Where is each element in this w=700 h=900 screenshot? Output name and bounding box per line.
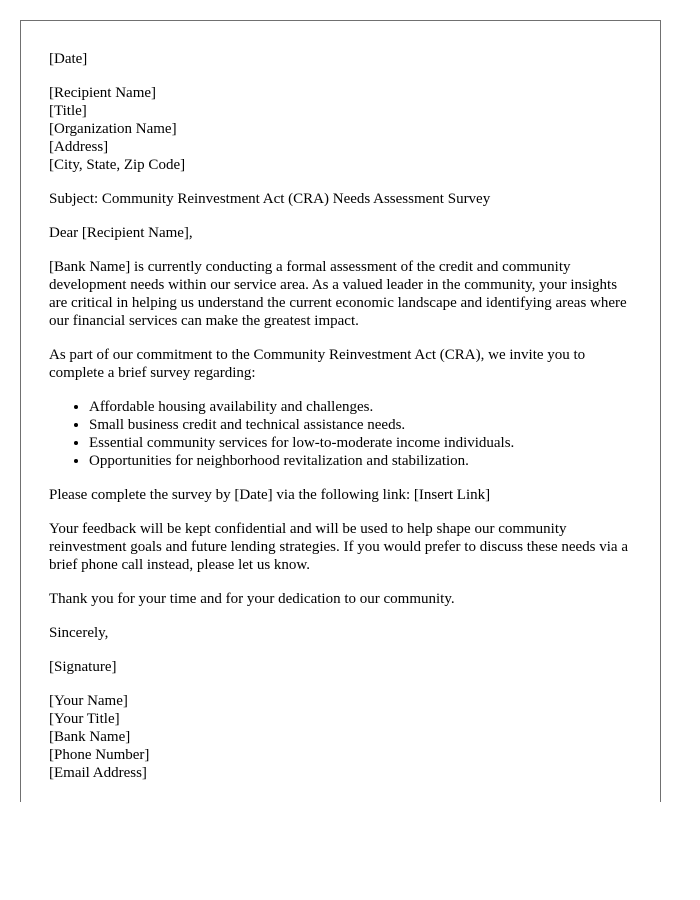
recipient-address: [Address] xyxy=(49,139,109,155)
sender-phone: [Phone Number] xyxy=(49,747,150,763)
signature: [Signature] xyxy=(49,659,117,675)
letter-date: [Date] xyxy=(49,51,88,67)
recipient-organization: [Organization Name] xyxy=(49,121,177,137)
list-item: • Affordable housing availability and challenges. xyxy=(89,398,632,416)
sender-block xyxy=(49,692,632,782)
list-item: • Essential community services for low-to-moderate income individuals. xyxy=(89,434,632,452)
list-item: • Opportunities for neighborhood revitalization and stabilization. xyxy=(89,452,632,470)
subject-line: Subject: Community Reinvestment Act (CRA) Needs Assessment Survey xyxy=(49,191,491,207)
sender-bank: [Bank Name] xyxy=(49,729,131,745)
sender-title: [Your Title] xyxy=(49,711,120,727)
confidential-paragraph: Your feedback will be kept confidential and will be used to help shape our community reinvestment goals and future lending strategies. If you would prefer to discuss these needs via a brief phone call instead, please let us know. xyxy=(49,521,629,573)
letter-page xyxy=(20,20,661,802)
deadline-paragraph: Please complete the survey by [Date] via the following link: [Insert Link] xyxy=(49,487,491,503)
salutation: Dear [Recipient Name], xyxy=(49,225,193,241)
list-item: • Small business credit and technical assistance needs. xyxy=(89,416,632,434)
intro-paragraph: [Bank Name] is currently conducting a formal assessment of the credit and community development needs within our service area. As a valued leader in the community, your insights are critical in helping us understand the current economic landscape and identifying areas where our financial services can make the greatest impact. xyxy=(49,259,627,329)
recipient-name: [Recipient Name] xyxy=(49,85,157,101)
thanks-paragraph: Thank you for your time and for your dedication to our community. xyxy=(49,591,455,607)
survey-topics-list xyxy=(49,398,632,470)
commitment-paragraph: As part of our commitment to the Community Reinvestment Act (CRA), we invite you to complete a brief survey regarding: xyxy=(49,347,586,381)
recipient-title: [Title] xyxy=(49,103,87,119)
recipient-address-block xyxy=(49,84,632,174)
closing: Sincerely, xyxy=(49,625,109,641)
recipient-city-state-zip: [City, State, Zip Code] xyxy=(49,157,186,173)
sender-name: [Your Name] xyxy=(49,693,128,709)
sender-email: [Email Address] xyxy=(49,765,147,781)
